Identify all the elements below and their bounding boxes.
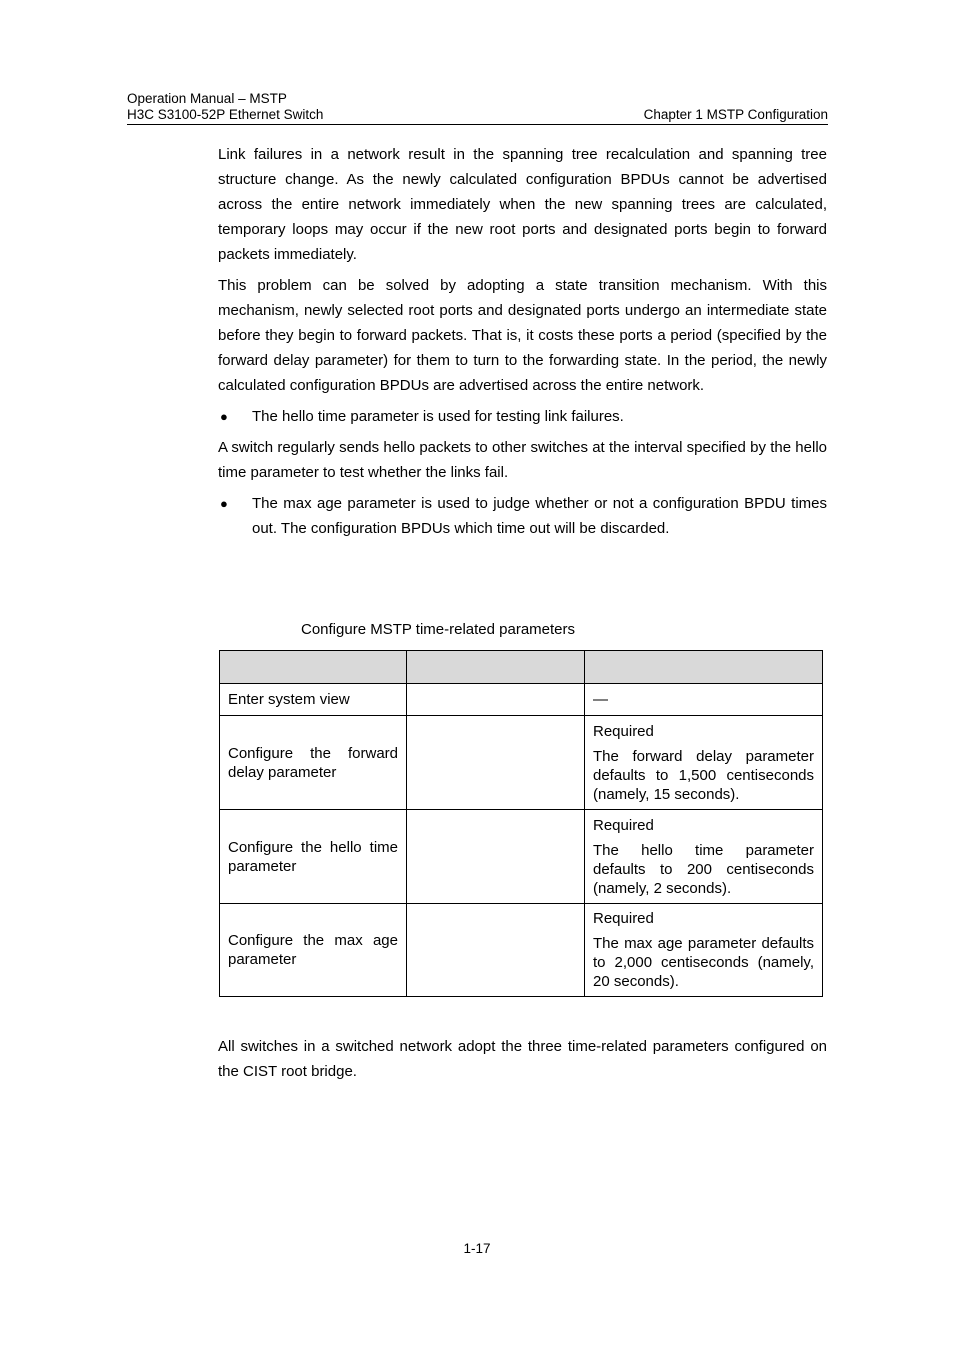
- operation-cell: Enter system view: [220, 684, 407, 716]
- remarks-cell: [585, 716, 823, 810]
- page-number: 1-17: [463, 1241, 491, 1256]
- chapter-title: Chapter 1 MSTP Configuration: [643, 107, 828, 122]
- manual-title: Operation Manual – MSTP: [127, 91, 287, 106]
- table-row: [220, 684, 823, 716]
- paragraph-link-failures: Link failures in a network result in the spanning tree recalculation and spanning tree structure change. As the newly calculated configuration BPDUs cannot be advertised across the entire network immediately when the new spanning trees are calculated, temporary loops may occur if the new root ports and designated ports begin to forward packets immediately.: [218, 146, 827, 263]
- paragraph-cist-root: All switches in a switched network adopt the three time-related parameters configured on the CIST root bridge.: [218, 1038, 827, 1080]
- table-row: [220, 716, 823, 810]
- remarks-cell: [585, 684, 823, 716]
- default-description: The hello time parameter defaults to 200 centiseconds (namely, 2 seconds).: [593, 841, 814, 897]
- operation-cell: Configure the hello time parameter: [220, 810, 407, 904]
- command-cell: [407, 904, 585, 997]
- config-table: [219, 650, 823, 997]
- paragraph-state-transition: This problem can be solved by adopting a state transition mechanism. With this mechanism, newly selected root ports and designated ports undergo an intermediate state before they begin to forward packets. That is, it costs these ports a period (specified by the forward delay parameter) for them to turn to the forwarding state. In the period, the newly calculated configuration BPDUs are advertised across the entire network.: [218, 277, 827, 394]
- header-operation: [220, 651, 407, 684]
- command-cell: [407, 716, 585, 810]
- operation-cell: Configure the max age parameter: [220, 904, 407, 997]
- requirement: Required: [593, 722, 654, 740]
- bullet-text: The max age parameter is used to judge whether or not a configuration BPDU times out. The configuration BPDUs which time out will be discarded.: [252, 495, 827, 537]
- remarks-cell: [585, 904, 823, 997]
- bullet-icon: ●: [220, 409, 228, 424]
- header-command: [407, 651, 585, 684]
- bullet-icon: ●: [220, 496, 228, 511]
- command-cell: [407, 810, 585, 904]
- default-description: The forward delay parameter defaults to 1,500 centiseconds (namely, 15 seconds).: [593, 747, 814, 803]
- table-row: [220, 810, 823, 904]
- bullet-text: The hello time parameter is used for testing link failures.: [252, 408, 624, 425]
- requirement: —: [593, 691, 608, 708]
- product-name: H3C S3100-52P Ethernet Switch: [127, 107, 324, 122]
- bullet-max-age: [218, 491, 827, 541]
- header-rule: [127, 124, 828, 125]
- body-text: [218, 142, 827, 547]
- default-description: The max age parameter defaults to 2,000 centiseconds (namely, 20 seconds).: [593, 935, 814, 990]
- header-remarks: [585, 651, 823, 684]
- remarks-cell: [585, 810, 823, 904]
- table-caption: Configure MSTP time-related parameters: [301, 621, 575, 638]
- header-left: [127, 91, 323, 123]
- operation-cell: Configure the forward delay parameter: [220, 716, 407, 810]
- requirement: Required: [593, 816, 654, 834]
- command-cell: [407, 684, 585, 716]
- table-header-row: [220, 651, 823, 684]
- paragraph-hello-packets: A switch regularly sends hello packets to other switches at the interval specified by the hello time parameter to test whether the links fail.: [218, 439, 827, 481]
- bullet-hello-time: [218, 404, 827, 429]
- table-row: [220, 904, 823, 997]
- requirement: Required: [593, 910, 654, 927]
